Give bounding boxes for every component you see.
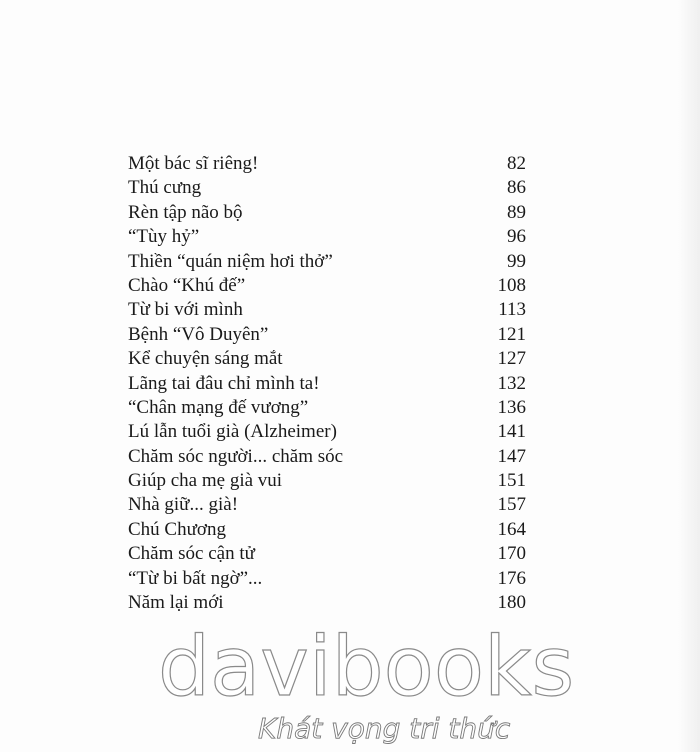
toc-entry-title: Thiền “quán niệm hơi thở” (128, 250, 333, 272)
toc-entry-page: 147 (497, 445, 526, 467)
toc-entry-page: 141 (497, 421, 526, 443)
toc-entry-page: 96 (507, 226, 526, 248)
toc-entry-title: Nhà giữ... già! (128, 494, 239, 516)
toc-entry-page: 151 (497, 470, 526, 492)
toc-entry-page: 86 (507, 177, 526, 199)
toc-entry (128, 201, 526, 225)
toc-entry-page: 136 (497, 396, 526, 418)
toc-entry (128, 225, 526, 249)
table-of-contents (128, 152, 526, 615)
toc-entry (128, 152, 526, 176)
toc-entry-title: Giúp cha mẹ già vui (128, 470, 283, 492)
toc-entry-title: “Từ bi bất ngờ”... (128, 567, 263, 589)
toc-entry-title: Chăm sóc cận tử (128, 543, 255, 565)
toc-entry-title: Từ bi với mình (128, 299, 243, 321)
toc-entry-page: 157 (497, 494, 526, 516)
toc-entry-title: Một bác sĩ riêng! (128, 153, 259, 174)
toc-entry-page: 132 (497, 372, 526, 394)
toc-entry-page: 89 (507, 201, 526, 223)
toc-entry-page: 170 (497, 543, 526, 565)
toc-entry-title: Bệnh “Vô Duyên” (128, 323, 269, 345)
toc-entry-page: 164 (497, 518, 526, 540)
watermark (158, 618, 575, 748)
toc-entry (128, 518, 526, 542)
toc-entry-page: 176 (497, 567, 526, 589)
toc-entry (128, 347, 526, 371)
toc-entry-title: Thú cưng (128, 177, 202, 199)
toc-entry-page: 127 (497, 348, 526, 370)
toc-entry-page: 121 (497, 323, 526, 345)
toc-entry-title: Năm lại mới (128, 592, 224, 614)
toc-entry-title: Rèn tập não bộ (128, 201, 243, 223)
toc-entry-title: Chào “Khú đế” (128, 274, 246, 296)
page-edge-shadow (678, 0, 700, 752)
toc-entry (128, 298, 526, 322)
toc-entry-page: 108 (497, 274, 526, 296)
toc-entry (128, 542, 526, 566)
toc-entry-title: “Chân mạng đế vương” (128, 396, 309, 418)
toc-entry (128, 420, 526, 444)
toc-entry (128, 567, 526, 591)
toc-entry-page: 180 (497, 592, 526, 614)
toc-entry (128, 493, 526, 517)
toc-entry-title: Chăm sóc người... chăm sóc (128, 445, 344, 467)
watermark-name: davibooks (158, 620, 575, 715)
toc-entry-title: Chú Chương (128, 518, 226, 540)
toc-entry-title: “Tùy hỷ” (128, 226, 200, 248)
toc-entry (128, 323, 526, 347)
toc-entry-title: Kể chuyện sáng mắt (128, 348, 283, 370)
toc-entry (128, 176, 526, 200)
toc-entry (128, 469, 526, 493)
toc-entry-title: Lãng tai đâu chỉ mình ta! (128, 372, 320, 394)
toc-entry-page: 82 (507, 153, 526, 174)
toc-entry-page: 113 (498, 299, 526, 321)
toc-entry-page: 99 (507, 250, 526, 272)
toc-entry (128, 250, 526, 274)
toc-entry (128, 445, 526, 469)
toc-entry-title: Lú lẫn tuổi già (Alzheimer) (128, 421, 337, 443)
toc-entry (128, 274, 526, 298)
watermark-tagline: Khát vọng tri thức (258, 712, 511, 745)
toc-entry (128, 591, 526, 615)
toc-entry (128, 372, 526, 396)
toc-entry (128, 396, 526, 420)
